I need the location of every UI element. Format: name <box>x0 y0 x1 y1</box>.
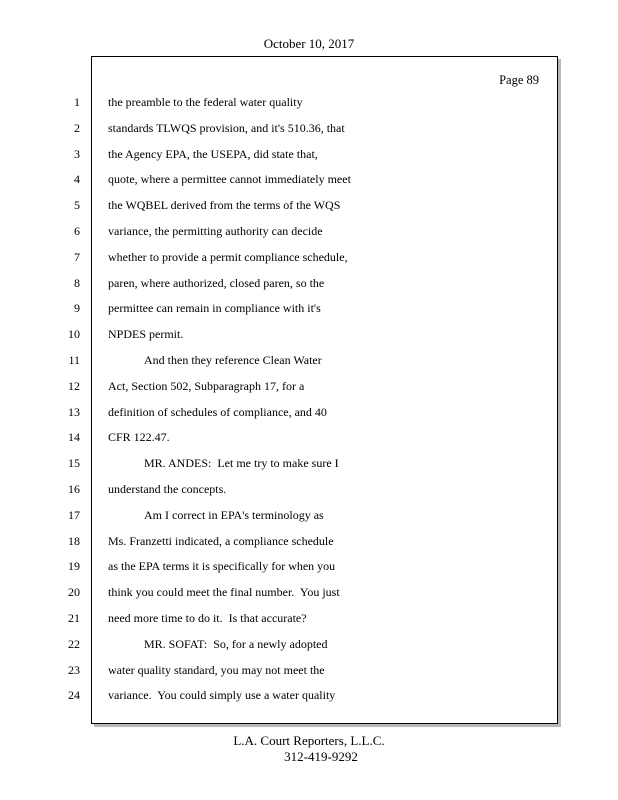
line-number: 6 <box>74 224 80 238</box>
transcript-line: MR. SOFAT: So, for a newly adopted <box>144 637 328 651</box>
line-number: 3 <box>74 147 80 161</box>
transcript-line: need more time to do it. Is that accurate? <box>108 611 307 625</box>
transcript-line: the preamble to the federal water quality <box>108 95 303 109</box>
line-number: 15 <box>68 456 80 470</box>
line-number: 8 <box>74 276 80 290</box>
transcript-line: the WQBEL derived from the terms of the WQS <box>108 198 341 212</box>
line-number: 4 <box>74 172 80 186</box>
line-number: 10 <box>68 327 80 341</box>
footer-company: L.A. Court Reporters, L.L.C. <box>233 733 385 748</box>
transcript-line: variance. You could simply use a water quality <box>108 688 336 702</box>
transcript-line: definition of schedules of compliance, and 40 <box>108 405 327 419</box>
transcript-line: water quality standard, you may not meet the <box>108 663 325 677</box>
line-number: 12 <box>68 379 80 393</box>
line-number: 7 <box>74 250 80 264</box>
transcript-line: quote, where a permittee cannot immediately meet <box>108 172 351 186</box>
transcript-line: the Agency EPA, the USEPA, did state that, <box>108 147 318 161</box>
transcript-line: variance, the permitting authority can decide <box>108 224 323 238</box>
transcript-line: paren, where authorized, closed paren, so the <box>108 276 325 290</box>
line-number: 11 <box>68 353 80 367</box>
header-date: October 10, 2017 <box>263 36 355 51</box>
line-number: 14 <box>68 430 80 444</box>
line-number: 2 <box>74 121 80 135</box>
transcript-line: whether to provide a permit compliance schedule, <box>108 250 348 264</box>
line-number: 13 <box>68 405 80 419</box>
transcript-line: And then they reference Clean Water <box>144 353 322 367</box>
transcript-line: permittee can remain in compliance with it's <box>108 301 321 315</box>
page-number: Page 89 <box>499 73 539 87</box>
line-number: 5 <box>74 198 80 212</box>
transcript-line: CFR 122.47. <box>108 430 170 444</box>
transcript-line: Act, Section 502, Subparagraph 17, for a <box>108 379 305 393</box>
footer-phone: 312-419-9292 <box>284 749 358 764</box>
line-number: 19 <box>68 559 80 573</box>
transcript-line: Ms. Franzetti indicated, a compliance schedule <box>108 534 334 548</box>
transcript-line: think you could meet the final number. You just <box>108 585 340 599</box>
transcript-line: standards TLWQS provision, and it's 510.36, that <box>108 121 345 135</box>
line-number: 22 <box>68 637 80 651</box>
line-number: 23 <box>68 663 80 677</box>
line-number: 17 <box>68 508 80 522</box>
line-number: 20 <box>68 585 80 599</box>
transcript-line: Am I correct in EPA's terminology as <box>144 508 324 522</box>
transcript-line: NPDES permit. <box>108 327 184 341</box>
line-number: 24 <box>68 688 80 702</box>
line-number: 16 <box>68 482 80 496</box>
line-number: 18 <box>68 534 80 548</box>
transcript-line: as the EPA terms it is specifically for when you <box>108 559 336 573</box>
line-number: 9 <box>74 301 80 315</box>
transcript-line: MR. ANDES: Let me try to make sure I <box>144 456 339 470</box>
line-number: 21 <box>68 611 80 625</box>
transcript-line: understand the concepts. <box>108 482 227 496</box>
line-number: 1 <box>74 95 80 109</box>
